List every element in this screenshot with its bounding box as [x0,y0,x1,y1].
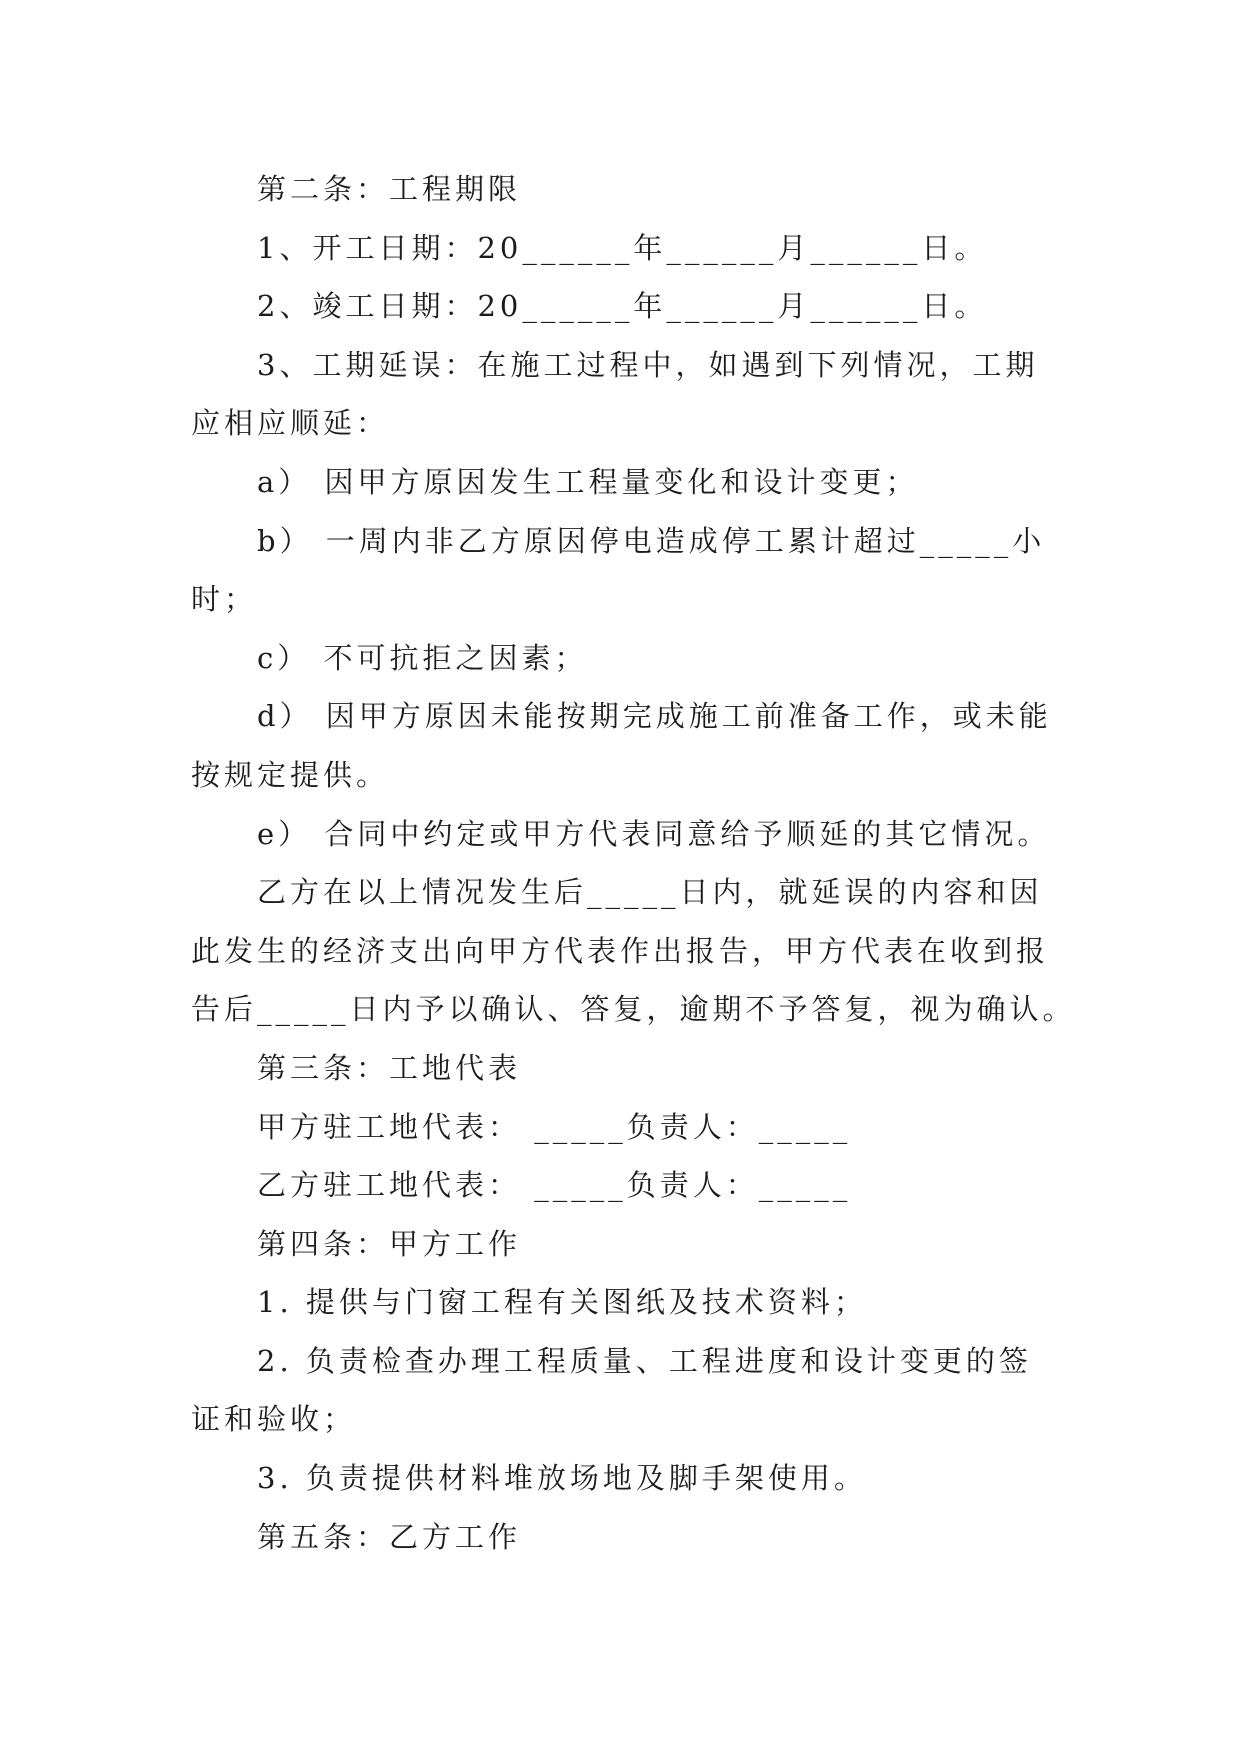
party-a-duty-3: 3. 负责提供材料堆放场地及脚手架使用。 [257,1461,867,1496]
delay-item-a: a） 因甲方原因发生工程量变化和设计变更； [257,464,919,499]
completion-date-line: 2、竣工日期：20______年______月______日。 [257,289,988,324]
start-date-line: 1、开工日期：20______年______月______日。 [257,230,988,265]
delay-item-b-continuation: 时； [191,582,258,617]
document-body [191,160,1076,1566]
report-clause-continuation-2: 告后_____日内予以确认、答复，逾期不予答复，视为确认。 [191,992,1076,1027]
delay-item-e: e） 合同中约定或甲方代表同意给予顺延的其它情况。 [257,816,1051,851]
party-a-representative-line: 甲方驻工地代表： _____负责人：_____ [257,1109,852,1144]
party-a-duty-1: 1. 提供与门窗工程有关图纸及技术资料； [257,1285,867,1320]
report-clause-continuation-1: 此发生的经济支出向甲方代表作出报告，甲方代表在收到报 [191,933,1050,968]
section-heading-party-b-duties: 第五条：乙方工作 [257,1519,522,1554]
report-clause-line: 乙方在以上情况发生后_____日内，就延误的内容和因 [257,875,1043,910]
delay-item-b: b） 一周内非乙方原因停电造成停工累计超过_____小 [257,523,1046,558]
section-heading-construction-period: 第二条：工程期限 [257,172,522,206]
delay-clause-line: 3、工期延误：在施工过程中，如遇到下列情况，工期 [257,347,1039,382]
delay-item-d-continuation: 按规定提供。 [191,757,390,792]
section-heading-site-representatives: 第三条：工地代表 [257,1050,522,1085]
party-a-duty-2-continuation: 证和验收； [191,1402,357,1437]
party-a-duty-2: 2. 负责检查办理工程质量、工程进度和设计变更的签 [257,1343,1032,1378]
party-b-representative-line: 乙方驻工地代表： _____负责人：_____ [257,1168,852,1203]
delay-clause-continuation: 应相应顺延： [191,406,390,441]
delay-item-d: d） 因甲方原因未能按期完成施工前准备工作，或未能 [257,699,1052,734]
delay-item-c: c） 不可抗拒之因素； [257,640,588,675]
section-heading-party-a-duties: 第四条：甲方工作 [257,1226,522,1261]
